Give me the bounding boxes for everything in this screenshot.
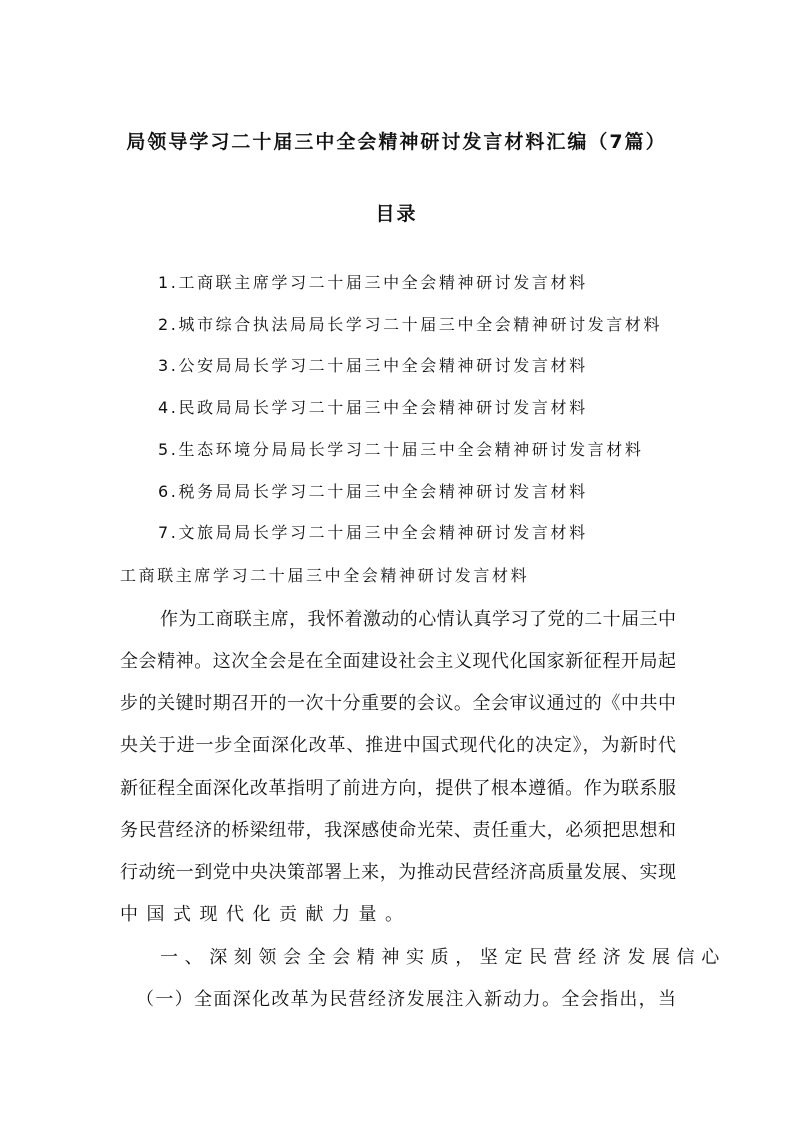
article-heading: 工商联主席学习二十届三中全会精神研讨发言材料 (120, 566, 530, 585)
toc-item: 6.税务局局长学习二十届三中全会精神研讨发言材料 (158, 482, 588, 501)
paragraph-line: 中国式现代化贡献力量。 (120, 904, 412, 925)
paragraph-line: 务民营经济的桥梁纽带，我深感使命光荣、责任重大，必须把思想和 (120, 820, 676, 841)
paragraph-line: 全会精神。这次全会是在全面建设社会主义现代化国家新征程开局起 (120, 651, 676, 672)
paragraph-line: 行动统一到党中央决策部署上来，为推动民营经济高质量发展、实现 (120, 862, 676, 883)
toc-item: 1.工商联主席学习二十届三中全会精神研讨发言材料 (158, 273, 588, 292)
toc-item: 5.生态环境分局局长学习二十届三中全会精神研讨发言材料 (158, 440, 644, 459)
section-heading: 一、深刻领会全会精神实质，坚定民营经济发展信心 (160, 947, 726, 968)
paragraph-line: 步的关键时期召开的一次十分重要的会议。全会审议通过的《中共中 (120, 693, 676, 714)
document-title: 局领导学习二十届三中全会精神研讨发言材料汇编（7篇） (126, 131, 667, 153)
toc-item: 2.城市综合执法局局长学习二十届三中全会精神研讨发言材料 (158, 315, 663, 334)
paragraph-line: 新征程全面深化改革指明了前进方向，提供了根本遵循。作为联系服 (120, 778, 676, 799)
toc-item: 4.民政局局长学习二十届三中全会精神研讨发言材料 (158, 398, 588, 417)
paragraph-line: 央关于进一步全面深化改革、推进中国式现代化的决定》，为新时代 (120, 735, 676, 756)
toc-title: 目录 (375, 203, 418, 225)
toc-item: 3.公安局局长学习二十届三中全会精神研讨发言材料 (158, 356, 588, 375)
subsection-line: （一）全面深化改革为民营经济发展注入新动力。全会指出，当 (136, 989, 676, 1010)
paragraph-line: 作为工商联主席，我怀着激动的心情认真学习了党的二十届三中 (160, 609, 676, 630)
toc-item: 7.文旅局局长学习二十届三中全会精神研讨发言材料 (158, 523, 588, 542)
